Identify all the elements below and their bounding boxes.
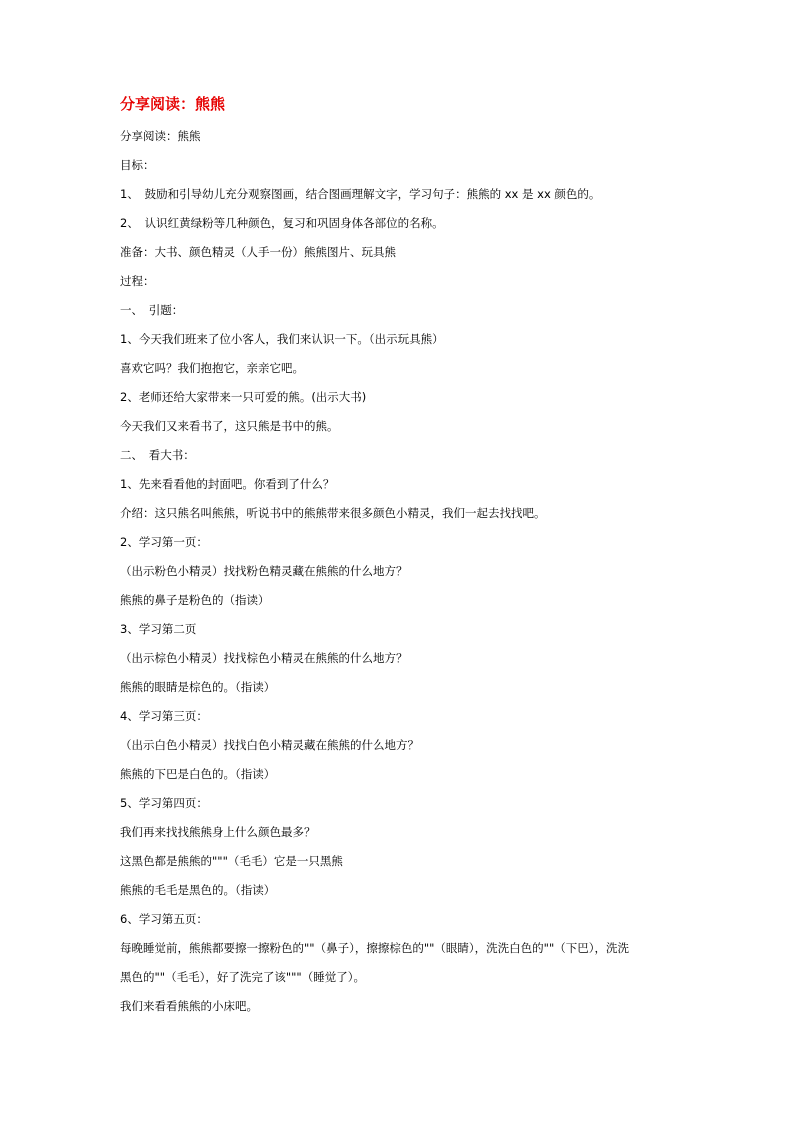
document-title: 分享阅读：熊熊 (120, 95, 226, 113)
paragraph-line: （出示棕色小精灵）找找棕色小精灵在熊熊的什么地方？ (120, 651, 408, 665)
paragraph-line: 1、先来看看他的封面吧。你看到了什么？ (120, 477, 335, 491)
section-heading: 二、 看大书： (120, 448, 195, 462)
paragraph-line: 准备：大书、颜色精灵（人手一份）熊熊图片、玩具熊 (120, 245, 396, 259)
paragraph-line: 黑色的""（毛毛），好了洗完了该"""（睡觉了）。 (120, 970, 365, 984)
paragraph-line: 我们再来找找熊熊身上什么颜色最多？ (120, 825, 316, 839)
paragraph-line: （出示粉色小精灵）找找粉色精灵藏在熊熊的什么地方？ (120, 564, 408, 578)
paragraph-line: 今天我们又来看书了，这只熊是书中的熊。 (120, 419, 339, 433)
paragraph-line: 2、老师还给大家带来一只可爱的熊。(出示大书) (120, 390, 367, 404)
paragraph-line: （出示白色小精灵）找找白色小精灵藏在熊熊的什么地方？ (120, 738, 419, 752)
paragraph-line: 3、学习第二页 (120, 622, 197, 636)
section-heading: 一、 引题： (120, 303, 184, 317)
document-body (120, 122, 680, 1021)
paragraph-line: 每晚睡觉前，熊熊都要擦一擦粉色的""（鼻子），擦擦棕色的""（眼睛），洗洗白色的""（下巴），洗洗 (120, 941, 629, 955)
paragraph-line: 4、学习第三页： (120, 709, 208, 723)
paragraph-line: 介绍：这只熊名叫熊熊，听说书中的熊熊带来很多颜色小精灵，我们一起去找找吧。 (120, 506, 546, 520)
paragraph-line: 熊熊的毛毛是黑色的。（指读） (120, 883, 276, 897)
paragraph-line: 过程： (120, 274, 155, 288)
paragraph-line: 我们来看看熊熊的小床吧。 (120, 999, 258, 1013)
paragraph-line: 2、 认识红黄绿粉等几种颜色，复习和巩固身体各部位的名称。 (120, 216, 444, 230)
paragraph-line: 熊熊的下巴是白色的。（指读） (120, 767, 276, 781)
paragraph-line: 5、学习第四页： (120, 796, 208, 810)
paragraph-line: 这黑色都是熊熊的"""（毛毛）它是一只黑熊 (120, 854, 343, 868)
paragraph-line: 1、今天我们班来了位小客人，我们来认识一下。（出示玩具熊） (120, 332, 444, 346)
paragraph-line: 熊熊的眼睛是棕色的。（指读） (120, 680, 276, 694)
paragraph-line: 熊熊的鼻子是粉色的（指读） (120, 593, 270, 607)
subtitle-line: 分享阅读：熊熊 (120, 129, 201, 143)
paragraph-line: 目标： (120, 158, 155, 172)
paragraph-line: 喜欢它吗？我们抱抱它，亲亲它吧。 (120, 361, 304, 375)
paragraph-line: 2、学习第一页： (120, 535, 208, 549)
paragraph-line: 6、学习第五页： (120, 912, 208, 926)
paragraph-line: 1、 鼓励和引导幼儿充分观察图画，结合图画理解文字，学习句子：熊熊的 xx 是 xx 颜色的。 (120, 187, 601, 201)
